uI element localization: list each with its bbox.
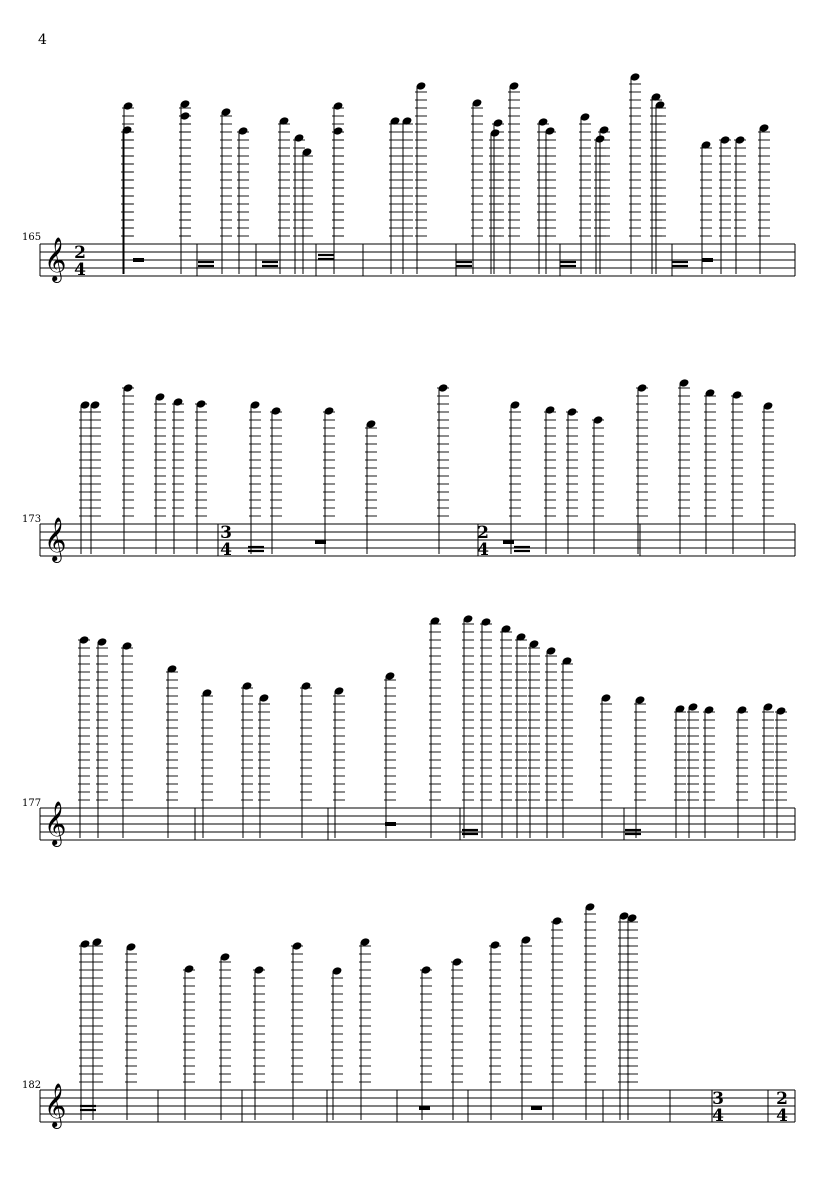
measure-number: 182 <box>22 1080 42 1091</box>
staff-system <box>40 902 795 1129</box>
treble-clef-icon: 𝄞 <box>44 517 67 561</box>
time-signature-bottom: 4 <box>776 1106 788 1126</box>
time-signature-bottom: 4 <box>74 260 86 280</box>
staff-system <box>40 72 795 283</box>
page-number: 4 <box>38 32 47 48</box>
time-signature-top: 2 <box>74 243 86 263</box>
rest <box>503 540 514 544</box>
rest <box>702 258 713 262</box>
rest <box>385 822 396 826</box>
rest <box>531 1106 542 1110</box>
time-signature-top: 3 <box>712 1089 724 1109</box>
time-signature-top: 2 <box>477 523 489 543</box>
staff-system <box>40 614 795 847</box>
measure-number: 173 <box>22 514 42 525</box>
measure-number: 177 <box>22 798 42 809</box>
rest <box>419 1106 430 1110</box>
time-signature-bottom: 4 <box>477 540 489 560</box>
treble-clef-icon: 𝄞 <box>44 237 67 281</box>
time-signature-top: 3 <box>220 523 232 543</box>
measure-number: 165 <box>22 232 42 243</box>
rest <box>315 540 326 544</box>
time-signature-bottom: 4 <box>220 540 232 560</box>
rest <box>133 258 144 262</box>
staff-system <box>40 378 795 563</box>
treble-clef-icon: 𝄞 <box>44 801 67 845</box>
time-signature-bottom: 4 <box>712 1106 724 1126</box>
treble-clef-icon: 𝄞 <box>44 1083 67 1127</box>
time-signature-top: 2 <box>776 1089 788 1109</box>
